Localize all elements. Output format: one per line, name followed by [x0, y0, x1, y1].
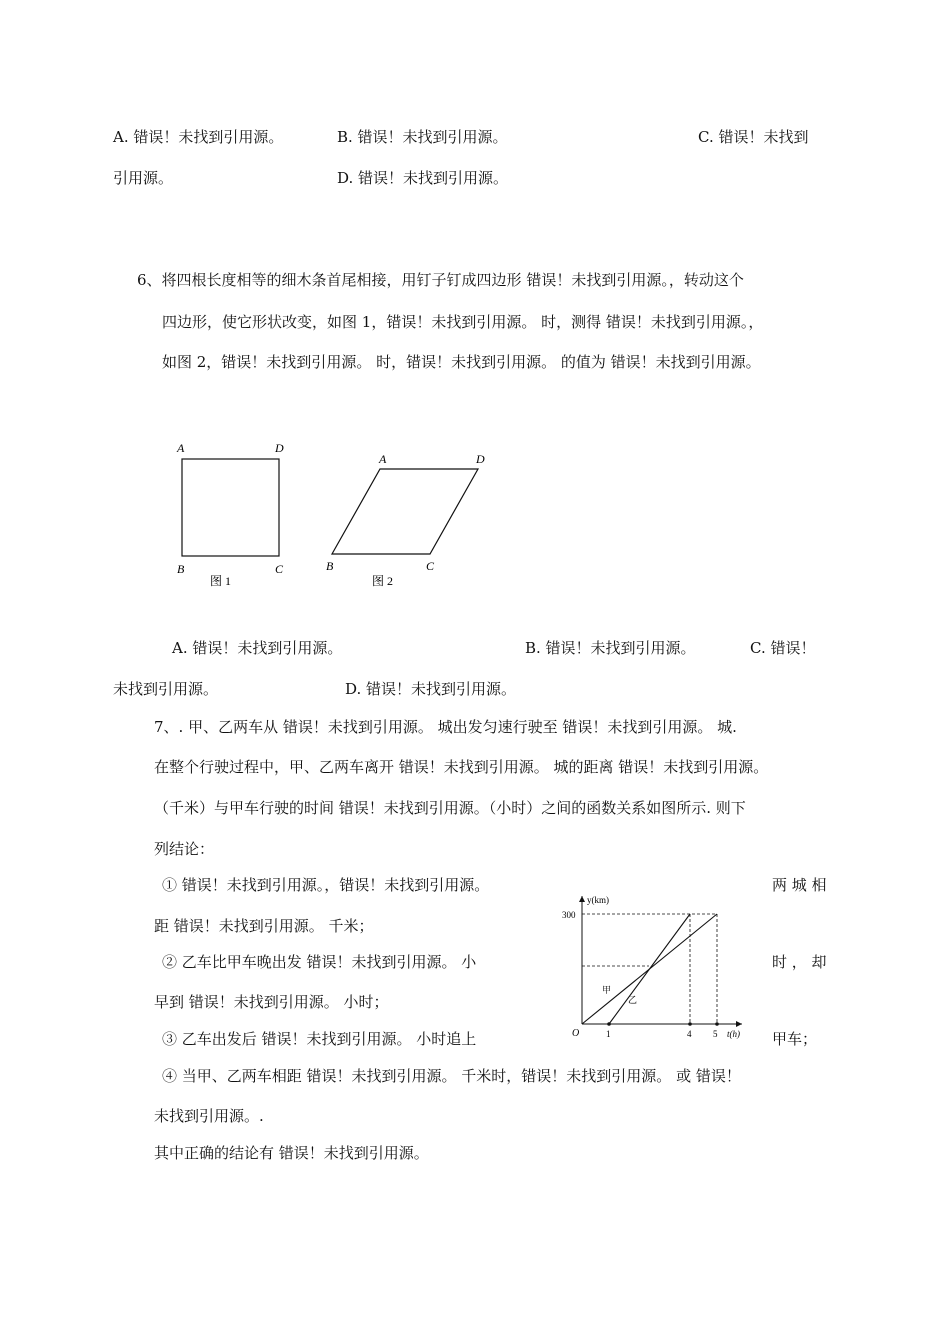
- y-axis-arrow: [579, 896, 585, 902]
- square-shape: [182, 459, 279, 556]
- tick-dot-5: [715, 1022, 719, 1026]
- q7-text-line-4: 列结论：: [154, 840, 215, 858]
- x-tick-4: 4: [687, 1029, 692, 1039]
- y-axis-label: y(km): [587, 895, 609, 905]
- q5-option-a: A. 错误！未找到引用源。: [113, 128, 284, 146]
- q7-statement-2: ② 乙车比甲车晚出发 错误！未找到引用源。 小: [162, 953, 477, 971]
- x-tick-1: 1: [606, 1029, 611, 1039]
- fig1-label-b: B: [177, 562, 185, 576]
- q7-distance-time-graph: [560, 890, 750, 1040]
- q5-option-c-continued: 引用源。: [113, 169, 174, 187]
- q5-option-c: C. 错误！未找到: [698, 128, 809, 146]
- x-tick-5: 5: [713, 1029, 718, 1039]
- q7-text-line-2: 在整个行驶过程中，甲、乙两车离开 错误！未找到引用源。 城的距离 错误！未找到引用源。: [154, 758, 769, 776]
- fig1-label-c: C: [275, 562, 284, 576]
- q7-statement-1-continued: 距 错误！未找到引用源。 千米；: [154, 917, 374, 935]
- tick-dot-1: [607, 1022, 611, 1026]
- origin-label: O: [572, 1028, 580, 1039]
- q7-statement-1-right: 两 城 相: [772, 876, 827, 894]
- rhombus-shape: [332, 469, 478, 554]
- q7-text-line-3: （千米）与甲车行驶的时间 错误！未找到引用源。（小时）之间的函数关系如图所示. 则下: [154, 799, 746, 817]
- q6-option-c: C. 错误！: [750, 639, 816, 657]
- figure-2-rhombus: [326, 452, 485, 588]
- q6-text-line-2: 四边形，使它形状改变，如图 1，错误！未找到引用源。 时，测得 错误！未找到引用源。，: [162, 313, 764, 331]
- q7-text-line-1: 7、. 甲、乙两车从 错误！未找到引用源。 城出发匀速行驶至 错误！未找到引用源。 城.: [154, 718, 737, 736]
- q7-statement-2-continued: 早到 错误！未找到引用源。 小时；: [154, 993, 389, 1011]
- q6-option-d: D. 错误！未找到引用源。: [345, 680, 517, 698]
- fig1-label-a: A: [177, 441, 185, 455]
- label-yi: 乙: [628, 995, 638, 1005]
- q7-statement-3-right: 甲车；: [772, 1030, 818, 1048]
- fig2-caption: 图 2: [372, 574, 394, 588]
- q5-option-d: D. 错误！未找到引用源。: [337, 169, 509, 187]
- fig1-label-d: D: [275, 441, 284, 455]
- x-axis-label: t(h): [727, 1029, 740, 1039]
- q6-text-line-1: 6、将四根长度相等的细木条首尾相接，用钉子钉成四边形 错误！未找到引用源。，转动这个: [137, 271, 744, 289]
- figure-1-square: [176, 441, 284, 588]
- q6-figures: [160, 435, 510, 595]
- q6-text-line-3: 如图 2，错误！未找到引用源。 时，错误！未找到引用源。 的值为 错误！未找到引用源。: [162, 353, 761, 371]
- q6-option-a: A. 错误！未找到引用源。: [172, 639, 343, 657]
- tick-dot-4: [688, 1022, 692, 1026]
- q5-option-b: B. 错误！未找到引用源。: [337, 128, 508, 146]
- label-jia: 甲: [602, 985, 612, 995]
- q7-statement-2-right: 时 ， 却: [772, 953, 827, 971]
- q7-statement-4-continued: 未找到引用源。.: [154, 1107, 264, 1125]
- fig2-label-d: D: [476, 452, 485, 466]
- q7-statement-3: ③ 乙车出发后 错误！未找到引用源。 小时追上: [162, 1030, 477, 1048]
- q6-option-b: B. 错误！未找到引用源。: [525, 639, 696, 657]
- fig1-caption: 图 1: [210, 574, 232, 588]
- x-axis-arrow: [736, 1021, 742, 1027]
- fig2-label-b: B: [326, 559, 334, 573]
- fig2-label-a: A: [379, 452, 387, 466]
- q7-statement-4: ④ 当甲、乙两车相距 错误！未找到引用源。 千米时，错误！未找到引用源。 或 错误！: [162, 1067, 741, 1085]
- q6-option-c-continued: 未找到引用源。: [113, 680, 219, 698]
- fig2-label-c: C: [426, 559, 435, 573]
- line-yi: [609, 914, 690, 1024]
- q7-conclusion: 其中正确的结论有 错误！未找到引用源。: [154, 1144, 429, 1162]
- y-tick-300: 300: [562, 910, 576, 920]
- q7-statement-1: ① 错误！未找到引用源。，错误！未找到引用源。: [162, 876, 490, 894]
